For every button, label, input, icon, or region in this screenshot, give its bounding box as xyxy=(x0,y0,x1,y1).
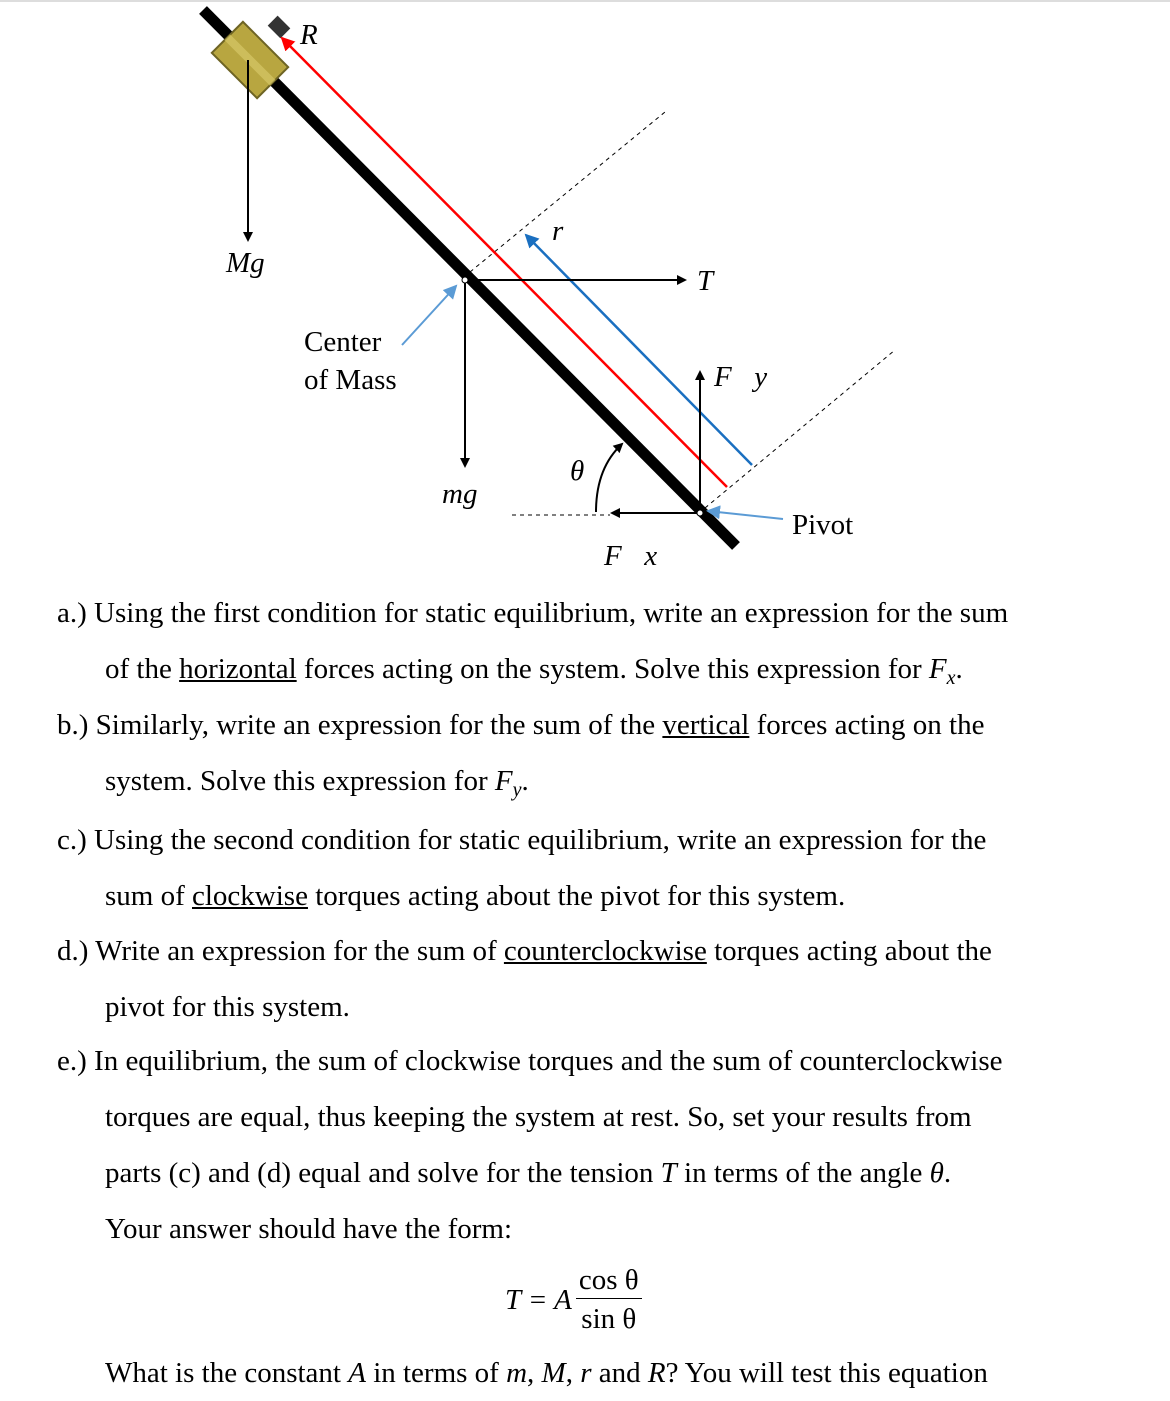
equation-fraction xyxy=(576,1262,642,1339)
question-c-line-1: c.) Using the second condition for static equilibrium, write an expression for the xyxy=(57,824,987,856)
R-distance-line xyxy=(282,38,727,487)
question-d-line-2: pivot for this system. xyxy=(105,991,350,1023)
question-a-line-1: a.) Using the first condition for static equilibrium, write an expression for the sum xyxy=(57,597,1009,629)
equation-lhs: T = A xyxy=(505,1284,572,1316)
question-e-line-2: torques are equal, thus keeping the system at rest. So, set your results from xyxy=(105,1101,972,1133)
question-e-line-1: e.) In equilibrium, the sum of clockwise torques and the sum of counterclockwise xyxy=(57,1045,1003,1077)
question-b-line-2: system. Solve this expression for $F_y$. xyxy=(105,765,529,801)
label-theta: θ xyxy=(570,455,585,487)
final-question: What is the constant A in terms of m, M, r and R? You will test this equation xyxy=(105,1357,988,1389)
label-mg: mg⃗ xyxy=(442,478,500,510)
question-e-line-3: parts (c) and (d) equal and solve for the tension T in terms of the angle θ. xyxy=(105,1157,952,1189)
label-center-of-mass-1: Center xyxy=(304,326,382,358)
question-c-line-2: sum of clockwise torques acting about the pivot for this system. xyxy=(105,880,846,912)
label-center-of-mass-2: of Mass xyxy=(304,364,397,396)
label-T: T⃗ xyxy=(697,265,736,297)
label-Fx: F⃗x xyxy=(604,540,658,572)
tension-equation xyxy=(505,1262,642,1339)
center-of-mass-pointer xyxy=(402,286,456,345)
label-r: r xyxy=(552,215,564,247)
equation-numerator: cos θ xyxy=(576,1262,642,1299)
question-b-line-1: b.) Similarly, write an expression for the sum of the vertical forces acting on the xyxy=(57,709,985,741)
center-of-mass-point xyxy=(462,277,468,283)
clamp-icon xyxy=(268,16,291,39)
label-Mg: Mg⃗ xyxy=(226,247,288,279)
question-e-line-4: Your answer should have the form: xyxy=(105,1213,513,1245)
label-R: R xyxy=(300,19,318,51)
question-d-line-1: d.) Write an expression for the sum of counterclockwise torques acting about the xyxy=(57,935,992,967)
question-a-line-2: of the horizontal forces acting on the system. Solve this expression for $F_x$. xyxy=(105,653,963,689)
dashed-perpendicular-r xyxy=(470,112,665,272)
pivot-pointer xyxy=(708,511,783,519)
label-pivot: Pivot xyxy=(792,509,854,541)
equation-denominator: sin θ xyxy=(581,1303,637,1335)
pivot-point xyxy=(697,510,703,516)
theta-arc xyxy=(596,444,622,512)
label-Fy: F⃗y xyxy=(714,361,768,393)
lever-diagram xyxy=(0,0,1170,580)
